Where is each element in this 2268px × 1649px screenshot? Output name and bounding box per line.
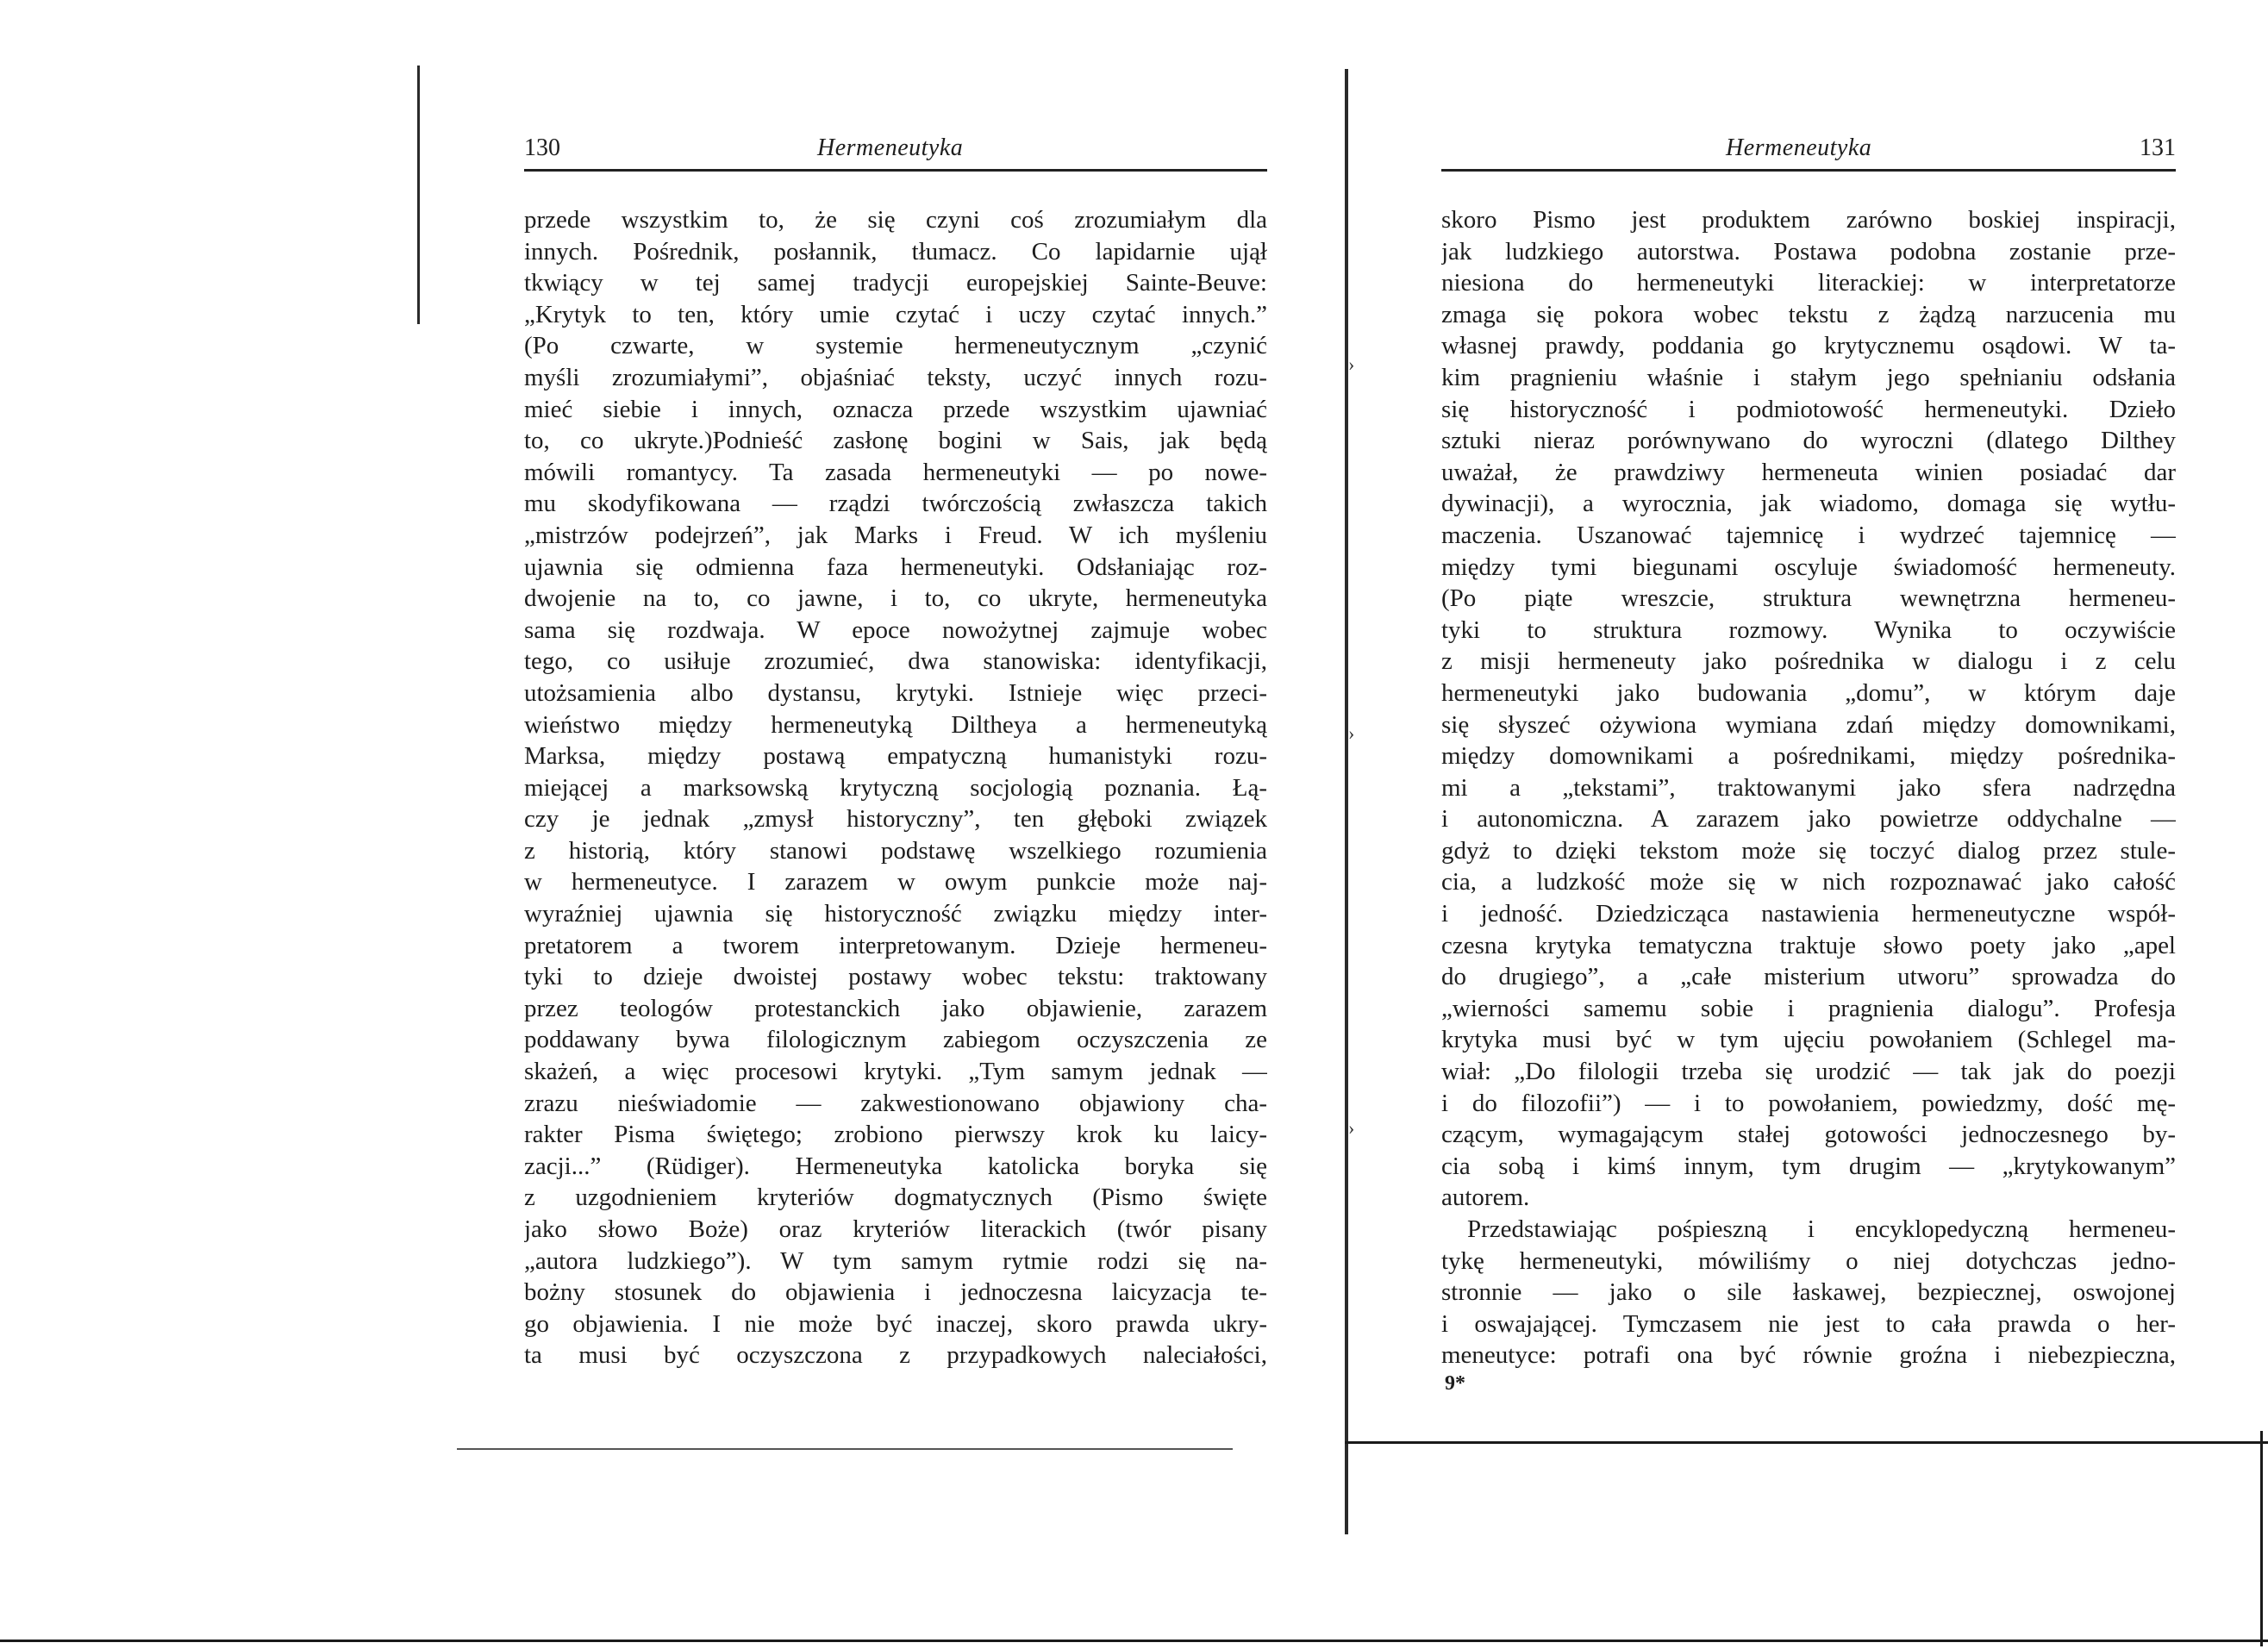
text-line: Przedstawiając pośpieszną i encyklopedyczną hermeneu-: [1467, 1215, 2176, 1243]
running-title: Hermeneutyka: [1726, 134, 1872, 161]
text-line: wiał: „Do filologii trzeba się urodzić — tak jak do poezji: [1441, 1058, 2176, 1086]
text-line: się słyszeć ożywiona wymiana zdań między domownikami,: [1441, 710, 2176, 739]
text-line: bożny stosunek do objawienia i jednoczesna laicyzacja te-: [524, 1278, 1267, 1307]
page-number: 130: [524, 134, 560, 161]
text-line: cia sobą i kimś innym, tym drugim — „krytykowanym”: [1441, 1152, 2176, 1180]
text-line: czącym, wymagającym stałej gotowości jednoczesnego by-: [1441, 1121, 2176, 1149]
text-line: tkwiący w tej samej tradycji europejskiej Sainte-Beuve:: [524, 269, 1267, 297]
text-line: sztuki nieraz porównywano do wyroczni (dlatego Dilthey: [1441, 427, 2176, 455]
text-line: meneutyce: potrafi ona być równie groźna i niebezpieczna,: [1441, 1341, 2176, 1370]
signature-mark: 9*: [1445, 1372, 1465, 1395]
text-line: poddawany bywa filologicznym zabiegom oczyszczenia ze: [524, 1026, 1267, 1054]
text-line: go objawienia. I nie może być inaczej, skoro prawda ukry-: [524, 1309, 1267, 1338]
text-line: z uzgodnieniem kryteriów dogmatycznych (Pismo święte: [524, 1184, 1267, 1212]
text-line: wyraźniej ujawnia się historyczność związku między inter-: [524, 900, 1267, 928]
bottom-right-scan-rule: [1345, 1441, 2268, 1444]
text-line: i jedność. Dziedzicząca nastawienia hermeneutyczne współ-: [1441, 900, 2176, 928]
text-line: zmaga się pokora wobec tekstu z żądzą narzucenia mu: [1441, 300, 2176, 328]
text-line: wieństwo między hermeneutyką Diltheya a hermeneutyką: [524, 710, 1267, 739]
text-line: mu skodyfikowana — rządzi twórczością zwłaszcza takich: [524, 490, 1267, 518]
left-page-edge-line: [417, 66, 420, 324]
text-line: uważał, że prawdziwy hermeneuta winien posiadać dar: [1441, 458, 2176, 486]
text-line: „Krytyk to ten, który umie czytać i uczy czytać innych.”: [524, 300, 1267, 328]
text-line: kim pragnieniu właśnie i stałym jego spełnianiu odsłania: [1441, 363, 2176, 391]
text-line: (Po piąte wreszcie, struktura wewnętrzna hermeneu-: [1441, 584, 2176, 613]
text-line: tyki to struktura rozmowy. Wynika to oczywiście: [1441, 615, 2176, 644]
text-line: utożsamienia albo dystansu, krytyki. Istnieje więc przeci-: [524, 678, 1267, 707]
right-edge-rule: [2260, 1431, 2263, 1646]
text-line: i do filozofii”) — i to powołaniem, powiedzmy, dość mę-: [1441, 1089, 2176, 1117]
text-line: myśli zrozumiałymi”, objaśniać teksty, uczyć innych rozu-: [524, 363, 1267, 391]
text-line: mi a „tekstami”, traktowanymi jako sfera nadrzędna: [1441, 773, 2176, 802]
text-line: i oswajającej. Tymczasem nie jest to cała prawda o her-: [1441, 1309, 2176, 1338]
text-line: zrazu nieświadomie — zakwestionowano objawiony cha-: [524, 1089, 1267, 1117]
text-line: ujawnia się odmienna faza hermeneutyki. Odsłaniając roz-: [524, 553, 1267, 581]
text-line: stronnie — jako o sile łaskawej, bezpiecznej, oswojonej: [1441, 1278, 2176, 1307]
text-line: przez teologów protestanckich jako objawienie, zarazem: [524, 994, 1267, 1022]
text-line: z misji hermeneuty jako pośrednika w dialogu i z celu: [1441, 647, 2176, 676]
text-line: autorem.: [1441, 1184, 1530, 1212]
text-line: miejącej a marksowską krytyczną socjologią poznania. Łą-: [524, 773, 1267, 802]
text-line: tego, co usiłuje zrozumieć, dwa stanowiska: identyfikacji,: [524, 647, 1267, 676]
text-line: z historią, który stanowi podstawę wszelkiego rozumienia: [524, 836, 1267, 865]
text-line: między domownikami a pośrednikami, między pośrednika-: [1441, 742, 2176, 771]
margin-mark: ›: [1348, 1117, 1355, 1139]
right-page: [1441, 129, 2176, 1371]
page-number: 131: [2140, 134, 2176, 161]
text-line: czesna krytyka tematyczna traktuje słowo poety jako „apel: [1441, 931, 2176, 959]
text-line: dwojenie na to, co jawne, i to, co ukryte, hermeneutyka: [524, 584, 1267, 613]
text-line: Marksa, między postawą empatyczną humanistyki rozu-: [524, 742, 1267, 771]
text-line: hermeneutyki jako budowania „domu”, w którym daje: [1441, 678, 2176, 707]
book-gutter-line: [1345, 69, 1348, 1534]
left-page-body: [524, 204, 1267, 1371]
text-line: do drugiego”, a „całe misterium utworu” sprowadza do: [1441, 963, 2176, 991]
text-line: skażeń, a więc procesowi krytyki. „Tym samym jednak —: [524, 1058, 1267, 1086]
text-line: zacji...” (Rüdiger). Hermeneutyka katolicka boryka się: [524, 1152, 1267, 1180]
text-line: mieć siebie i innych, oznacza przede wszystkim ujawniać: [524, 395, 1267, 423]
left-page-header: [524, 129, 1267, 172]
bottom-left-scan-rule: [457, 1448, 1233, 1450]
text-line: ta musi być oczyszczona z przypadkowych naleciałości,: [524, 1341, 1267, 1370]
text-line: cia, a ludzkość może się w nich rozpoznawać jako całość: [1441, 868, 2176, 896]
text-line: czy je jednak „zmysł historyczny”, ten głęboki związek: [524, 805, 1267, 834]
text-line: jak ludzkiego autorstwa. Postawa podobna zostanie prze-: [1441, 237, 2176, 265]
text-line: mówili romantycy. Ta zasada hermeneutyki — po nowe-: [524, 458, 1267, 486]
text-line: „wierności samemu sobie i pragnienia dialogu”. Profesja: [1441, 994, 2176, 1022]
text-line: (Po czwarte, w systemie hermeneutycznym „czynić: [524, 332, 1267, 360]
text-line: własnej prawdy, poddania go krytycznemu osądowi. W ta-: [1441, 332, 2176, 360]
text-line: skoro Pismo jest produktem zarówno boskiej inspiracji,: [1441, 206, 2176, 234]
text-line: między tymi biegunami oscyluje świadomość hermeneuty.: [1441, 553, 2176, 581]
text-line: i autonomiczna. A zarazem jako powietrze oddychalne —: [1441, 805, 2176, 834]
text-line: gdyż to dzięki tekstom może się toczyć dialog przez stule-: [1441, 836, 2176, 865]
text-line: maczenia. Uszanować tajemnicę i wydrzeć tajemnicę —: [1441, 521, 2176, 549]
bottom-scan-rule: [0, 1640, 2268, 1642]
margin-mark: ›: [1348, 353, 1355, 375]
right-page-header: [1441, 129, 2176, 172]
text-line: pretatorem a tworem interpretowanym. Dzieje hermeneu-: [524, 931, 1267, 959]
text-line: niesiona do hermeneutyki literackiej: w interpretatorze: [1441, 269, 2176, 297]
text-line: krytyka musi być w tym ujęciu powołaniem (Schlegel ma-: [1441, 1026, 2176, 1054]
text-line: to, co ukryte.)Podnieść zasłonę bogini w Sais, jak będą: [524, 427, 1267, 455]
left-page: [524, 129, 1267, 1371]
text-line: sama się rozdwaja. W epoce nowożytnej zajmuje wobec: [524, 615, 1267, 644]
text-line: rakter Pisma świętego; zrobiono pierwszy krok ku laicy-: [524, 1121, 1267, 1149]
text-line: się historyczność i podmiotowość hermeneutyki. Dzieło: [1441, 395, 2176, 423]
text-line: „mistrzów podejrzeń”, jak Marks i Freud. W ich myśleniu: [524, 521, 1267, 549]
text-line: w hermeneutyce. I zarazem w owym punkcie może naj-: [524, 868, 1267, 896]
margin-mark: ›: [1348, 722, 1355, 744]
text-line: dywinacji), a wyrocznia, jak wiadomo, domaga się wytłu-: [1441, 490, 2176, 518]
text-line: tyki to dzieje dwoistej postawy wobec tekstu: traktowany: [524, 963, 1267, 991]
running-title: Hermeneutyka: [817, 134, 964, 161]
text-line: jako słowo Boże) oraz kryteriów literackich (twór pisany: [524, 1215, 1267, 1243]
text-line: przede wszystkim to, że się czyni coś zrozumiałym dla: [524, 206, 1267, 234]
text-line: tykę hermeneutyki, mówiliśmy o niej dotychczas jedno-: [1441, 1246, 2176, 1275]
text-line: innych. Pośrednik, posłannik, tłumacz. Co lapidarnie ujął: [524, 237, 1267, 265]
right-page-body: [1441, 204, 2176, 1371]
text-line: „autora ludzkiego”). W tym samym rytmie rodzi się na-: [524, 1246, 1267, 1275]
